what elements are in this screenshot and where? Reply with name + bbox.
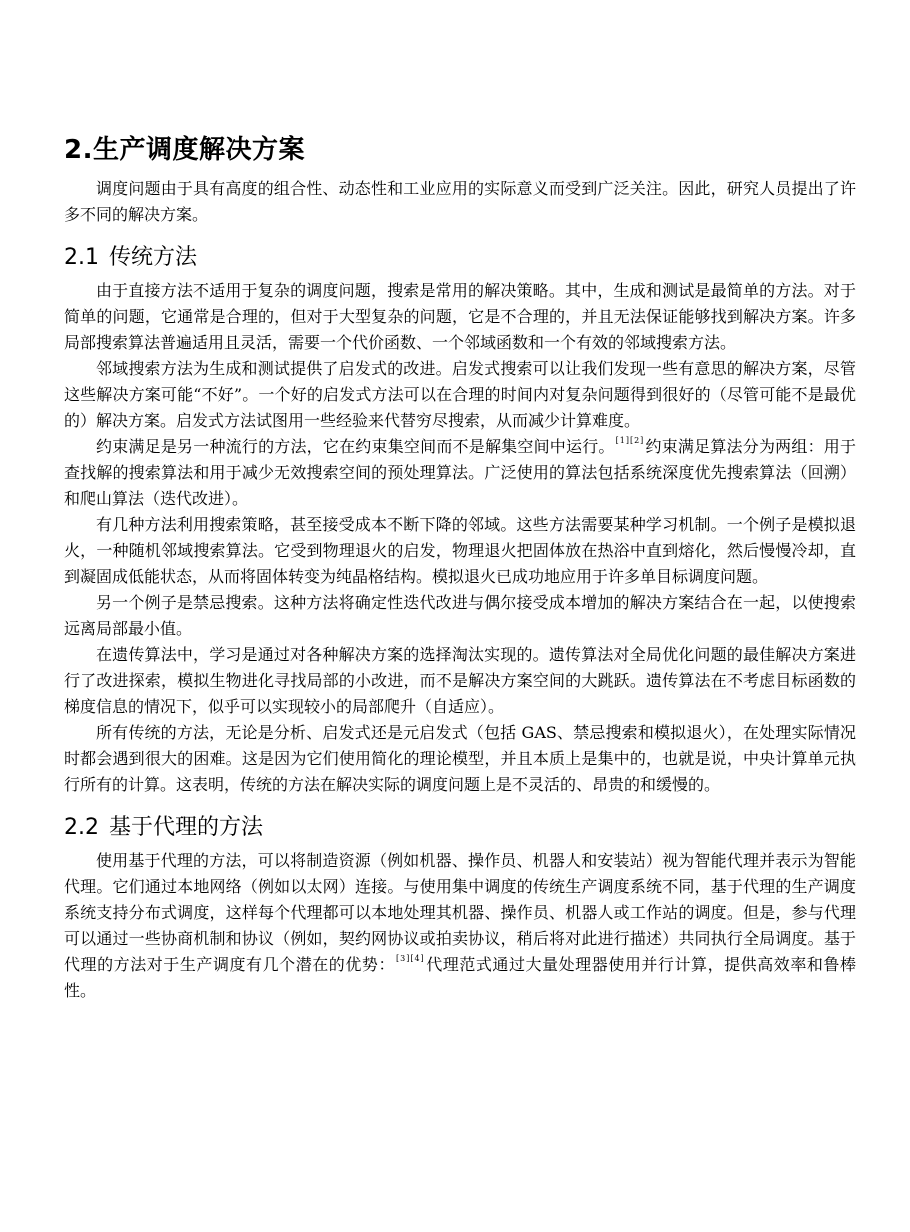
citation-ref-1-2[interactable]: [1][2]: [615, 436, 645, 445]
section-2-1-title: 传统方法: [109, 245, 198, 270]
paragraph-simulated-annealing: 有几种方法利用搜索策略，甚至接受成本不断下降的邻域。这些方法需要某种学习机制。一个例子是模拟退火，一种随机邻域搜索算法。它受到物理退火的启发，物理退火把固体放在热浴中直到熔化，然后慢慢冷却，直到凝固成低能状态，从而将固体转变为纯晶格结构。模拟退火已成功地应用于许多单目标调度问题。: [64, 515, 856, 586]
paragraph-neighborhood-search: 邻域搜索方法为生成和测试提供了启发式的改进。启发式搜索可以让我们发现一些有意思的解决方案，尽管这些解决方案可能“不好”。一个好的启发式方法可以在合理的时间内对复杂问题得到很好的（尽管可能不是最优的）解决方案。启发式方法试图用一些经验来代替穷尽搜索，从而减少计算难度。: [64, 359, 856, 430]
paragraph-text: 使用基于代理的方法，可以将制造资源（例如机器、操作员、机器人和安装站）视为智能代理并表示为智能代理。它们通过本地网络（例如以太网）连接。与使用集中调度的传统生产调度系统不同，基于代理的生产调度系统支持分布式调度，这样每个代理都可以本地处理其机器、操作员、机器人或工作站的调度。但是，参与代理可以通过一些协商机制和协议（例如，契约网协议或拍卖协议，稍后将对此进行描述）共同执行全局调度。基于代理的方法对于生产调度有几个潜在的优势：: [64, 851, 856, 974]
paragraph-text: 代理范式通过大量处理器使用并行计算，提供高效率和鲁棒性。: [64, 955, 856, 1000]
section-2-2-heading: [64, 812, 856, 844]
paragraph-search-strategy: 由于直接方法不适用于复杂的调度问题，搜索是常用的解决策略。其中，生成和测试是最简单的方法。对于简单的问题，它通常是合理的，但对于大型复杂的问题，它是不合理的，并且无法保证能够找到解决方案。许多局部搜索算法普遍适用且灵活，需要一个代价函数、一个邻域函数和一个有效的邻域搜索方法。: [64, 281, 856, 352]
citation-ref-3-4[interactable]: [3][4]: [396, 954, 425, 963]
paragraph-agent-based: [64, 848, 856, 1004]
paragraph-traditional-limitations: 所有传统的方法，无论是分析、启发式还是元启发式（包括 GAS、禁忌搜索和模拟退火），在处理实际情况时都会遇到很大的困难。这是因为它们使用简化的理论模型，并且本质上是集中的，也就是说，中央计算单元执行所有的计算。这表明，传统的方法在解决实际的调度问题上是不灵活的、昂贵的和缓慢的。: [64, 723, 856, 794]
paragraph-genetic-algorithm: 在遗传算法中，学习是通过对各种解决方案的选择淘汰实现的。遗传算法对全局优化问题的最佳解决方案进行了改进探索，模拟生物进化寻找局部的小改进，而不是解决方案空间的大跳跃。遗传算法在不考虑目标函数的梯度信息的情况下，似乎可以实现较小的局部爬升（自适应）。: [64, 645, 856, 716]
paragraph-text: 约束满足算法分为两组：用于查找解的搜索算法和用于减少无效搜索空间的预处理算法。广泛使用的算法包括系统深度优先搜索算法（回溯）和爬山算法（迭代改进）。: [64, 437, 856, 508]
paragraph-constraint-satisfaction: [64, 434, 856, 512]
document-page: [64, 130, 856, 1004]
section-2-heading: 2.生产调度解决方案: [64, 135, 305, 165]
section-2-2-number: 2.2: [64, 815, 99, 840]
paragraph-text: 约束满足是另一种流行的方法，它在约束集空间而不是解集空间中运行。: [96, 437, 615, 456]
section-2-1-number: 2.1: [64, 245, 99, 270]
section-2-2-title: 基于代理的方法: [109, 815, 264, 840]
section-2-intro-paragraph: 调度问题由于具有高度的组合性、动态性和工业应用的实际意义而受到广泛关注。因此，研究人员提出了许多不同的解决方案。: [64, 179, 856, 224]
paragraph-tabu-search: 另一个例子是禁忌搜索。这种方法将确定性迭代改进与偶尔接受成本增加的解决方案结合在一起，以使搜索远离局部最小值。: [64, 593, 856, 638]
section-2-1-heading: [64, 242, 856, 274]
